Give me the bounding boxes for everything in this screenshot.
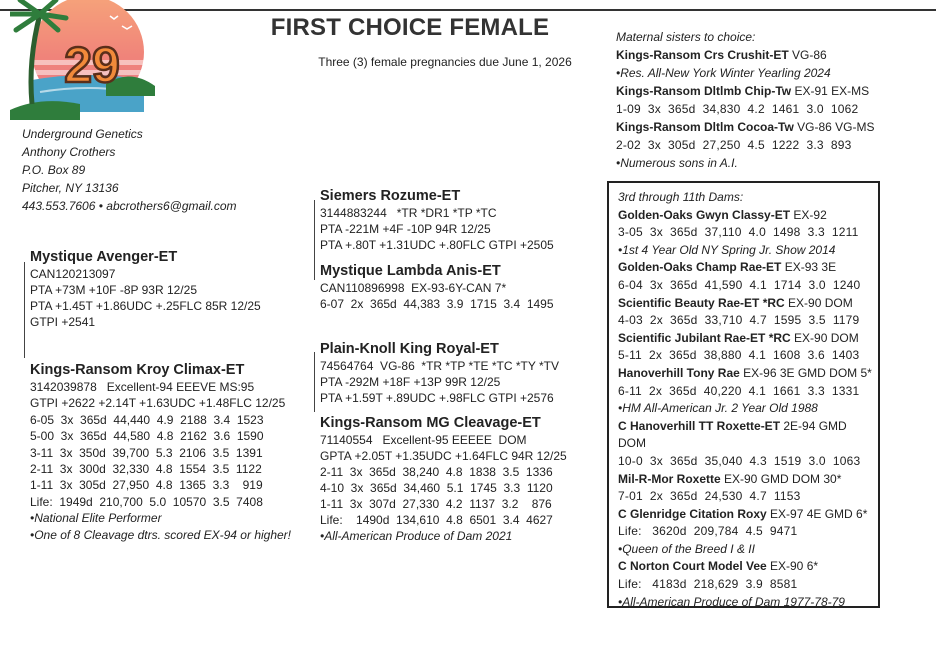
contact-name: Anthony Crothers	[22, 145, 116, 159]
record-line: 2-11 3x 300d 32,330 4.8 1554 3.5 1122	[30, 462, 262, 477]
sire-line: PTA +.80T +1.31UDC +.80FLC GTPI +2505	[320, 238, 554, 252]
record-line: 3142039878 Excellent-94 EEEVE MS:95	[30, 380, 255, 394]
note-line: •All-American Produce of Dam 2021	[320, 529, 513, 543]
dam-item	[618, 259, 878, 277]
dam-item	[618, 506, 878, 524]
cow-name: Scientific Jubilant Rae-ET *RC	[618, 330, 791, 345]
pedigree-bracket	[314, 352, 315, 412]
cow-record: 6-11 2x 365d 40,220 4.1 1661 3.3 1331	[618, 383, 860, 398]
page-title: FIRST CHOICE FEMALE	[270, 14, 550, 41]
sire-rozume	[320, 187, 554, 253]
record-line: 5-00 3x 365d 44,580 4.8 2162 3.6 1590	[30, 429, 264, 444]
dam-item	[618, 471, 878, 489]
sire-line: PTA +73M +10F -8P 93R 12/25	[30, 283, 197, 297]
cow-name: Golden-Oaks Champ Rae-ET	[618, 260, 782, 275]
record-line: CAN110896998 EX-93-6Y-CAN 7*	[320, 281, 507, 295]
maternal-sisters	[616, 28, 916, 172]
note-line: •One of 8 Cleavage dtrs. scored EX-94 or higher!	[30, 527, 292, 542]
sire-line: PTA -221M +4F -10P 94R 12/25	[320, 222, 491, 236]
sire-line: PTA +1.59T +.89UDC +.98FLC GTPI +2576	[320, 391, 554, 405]
record-line: GTPI +2622 +2.14T +1.63UDC +1.48FLC 12/25	[30, 396, 286, 411]
cow-note: •1st 4 Year Old NY Spring Jr. Show 2014	[618, 242, 836, 257]
dam-name: Mystique Lambda Anis-ET	[320, 263, 501, 279]
cow-name: Mil-R-Mor Roxette	[618, 471, 721, 486]
cow-score: VG-86 VG-MS	[793, 120, 875, 134]
cow-note: •Queen of the Breed I & II	[618, 541, 755, 556]
cow-record: 10-0 3x 365d 35,040 4.3 1519 3.0 1063	[618, 453, 861, 468]
sire-name: Siemers Rozume-ET	[320, 188, 461, 204]
cow-score: EX-96 3E GMD DOM 5*	[739, 365, 872, 380]
sire-avenger	[30, 248, 261, 330]
contact-block	[22, 125, 237, 215]
cow-score: EX-90 6*	[766, 559, 819, 574]
cow-note: •Numerous sons in A.I.	[616, 156, 738, 170]
record-line: GPTA +2.05T +1.35UDC +1.64FLC 94R 12/25	[320, 449, 567, 463]
cow-name: Scientific Beauty Rae-ET *RC	[618, 295, 785, 310]
cow-name: C Hanoverhill TT Roxette-ET	[618, 418, 781, 433]
cow-score: EX-91 EX-MS	[791, 84, 870, 98]
cow-name: C Glenridge Citation Roxy	[618, 506, 767, 521]
sire-line: 3144883244 *TR *DR1 *TP *TC	[320, 206, 497, 220]
logo-number: 29	[64, 37, 120, 93]
record-line: Life: 1949d 210,700 5.0 10570 3.5 7408	[30, 494, 263, 509]
record-line: 4-10 3x 365d 34,460 5.1 1745 3.3 1120	[320, 481, 553, 495]
dam-name: Kings-Ransom Kroy Climax-ET	[30, 362, 245, 378]
cow-score: EX-92	[790, 207, 827, 222]
dam-cleavage	[320, 414, 567, 544]
sire-name: Mystique Avenger-ET	[30, 249, 178, 265]
cow-record: 1-09 3x 365d 34,830 4.2 1461 3.0 1062	[616, 102, 859, 116]
dams-header: 3rd through 11th Dams:	[618, 190, 744, 204]
contact-po-box: P.O. Box 89	[22, 163, 86, 177]
cow-score: EX-90 DOM	[790, 330, 859, 345]
sire-name: Plain-Knoll King Royal-ET	[320, 341, 499, 357]
dam-item	[618, 365, 878, 383]
cow-name: Kings-Ransom Dltlm Cocoa-Tw	[616, 120, 794, 134]
cow-record: 4-03 2x 365d 33,710 4.7 1595 3.5 1179	[618, 313, 860, 328]
dam-item	[618, 207, 878, 225]
record-line: 71140554 Excellent-95 EEEEE DOM	[320, 433, 527, 447]
contact-city: Pitcher, NY 13136	[22, 181, 119, 195]
cow-record: 6-04 3x 365d 41,590 4.1 1714 3.0 1240	[618, 277, 861, 292]
cow-score: EX-90 DOM	[784, 295, 853, 310]
record-line: 2-11 3x 365d 38,240 4.8 1838 3.5 1336	[320, 465, 553, 479]
cow-note: •All-American Produce of Dam 1977-78-79	[618, 594, 845, 609]
record-line: 1-11 3x 307d 27,330 4.2 1137 3.2 876	[320, 497, 552, 511]
dam-item	[618, 418, 878, 453]
note-line: •National Elite Performer	[30, 511, 162, 526]
record-line: 1-11 3x 305d 27,950 4.8 1365 3.3 919	[30, 478, 263, 493]
cow-note: •Res. All-New York Winter Yearling 2024	[616, 66, 831, 80]
cow-record: 2-02 3x 305d 27,250 4.5 1222 3.3 893	[616, 138, 852, 152]
dams-list	[618, 189, 878, 611]
pedigree-bracket	[314, 200, 315, 280]
dam-kroy	[30, 361, 291, 543]
maternal-header: Maternal sisters to choice:	[616, 30, 756, 44]
cow-record: Life: 3620d 209,784 4.5 9471	[618, 524, 798, 539]
cow-score: 2E-94 GMD DOM	[618, 418, 847, 451]
cow-name: Hanoverhill Tony Rae	[618, 365, 740, 380]
sire-line: GTPI +2541	[30, 315, 96, 329]
sire-royal	[320, 340, 559, 406]
sire-line: 74564764 VG-86 *TR *TP *TE *TC *TY *TV	[320, 359, 559, 373]
dam-name: Kings-Ransom MG Cleavage-ET	[320, 415, 541, 431]
cow-record: 7-01 2x 365d 24,530 4.7 1153	[618, 489, 801, 504]
contact-phone-email: 443.553.7606 • abcrothers6@gmail.com	[22, 199, 237, 213]
cow-name: Golden-Oaks Gwyn Classy-ET	[618, 207, 791, 222]
dam-item	[618, 558, 878, 576]
maternal-item	[616, 118, 916, 136]
cow-score: VG-86	[788, 48, 827, 62]
dam-lambda	[320, 262, 554, 312]
cow-score: EX-90 GMD DOM 30*	[720, 471, 842, 486]
cow-name: Kings-Ransom Crs Crushit-ET	[616, 48, 789, 62]
dam-item	[618, 330, 878, 348]
record-line: 6-05 3x 365d 44,440 4.9 2188 3.4 1523	[30, 412, 264, 427]
sire-line: PTA +1.45T +1.86UDC +.25FLC 85R 12/25	[30, 299, 261, 313]
cow-record: Life: 4183d 218,629 3.9 8581	[618, 577, 798, 592]
cow-name: Kings-Ransom Dltlmb Chip-Tw	[616, 84, 792, 98]
pedigree-bracket	[24, 262, 25, 358]
cow-note: •HM All-American Jr. 2 Year Old 1988	[618, 401, 818, 416]
record-line: 6-07 2x 365d 44,383 3.9 1715 3.4 1495	[320, 297, 554, 311]
contact-company: Underground Genetics	[22, 127, 143, 141]
sire-line: PTA -292M +18F +13P 99R 12/25	[320, 375, 501, 389]
sire-line: CAN120213097	[30, 267, 116, 281]
cow-score: EX-93 3E	[781, 260, 837, 275]
maternal-item	[616, 82, 916, 100]
palm-sunset-logo	[10, 0, 160, 120]
page-subtitle: Three (3) female pregnancies due June 1, 2026	[318, 55, 572, 69]
record-line: 3-11 3x 350d 39,700 5.3 2106 3.5 1391	[30, 445, 263, 460]
cow-record: 3-05 3x 365d 37,110 4.0 1498 3.3 1211	[618, 225, 859, 240]
record-line: Life: 1490d 134,610 4.8 6501 3.4 4627	[320, 513, 553, 527]
maternal-item	[616, 46, 916, 64]
cow-name: C Norton Court Model Vee	[618, 559, 767, 574]
cow-score: EX-97 4E GMD 6*	[766, 506, 868, 521]
cow-record: 5-11 2x 365d 38,880 4.1 1608 3.6 1403	[618, 348, 860, 363]
dam-item	[618, 295, 878, 313]
